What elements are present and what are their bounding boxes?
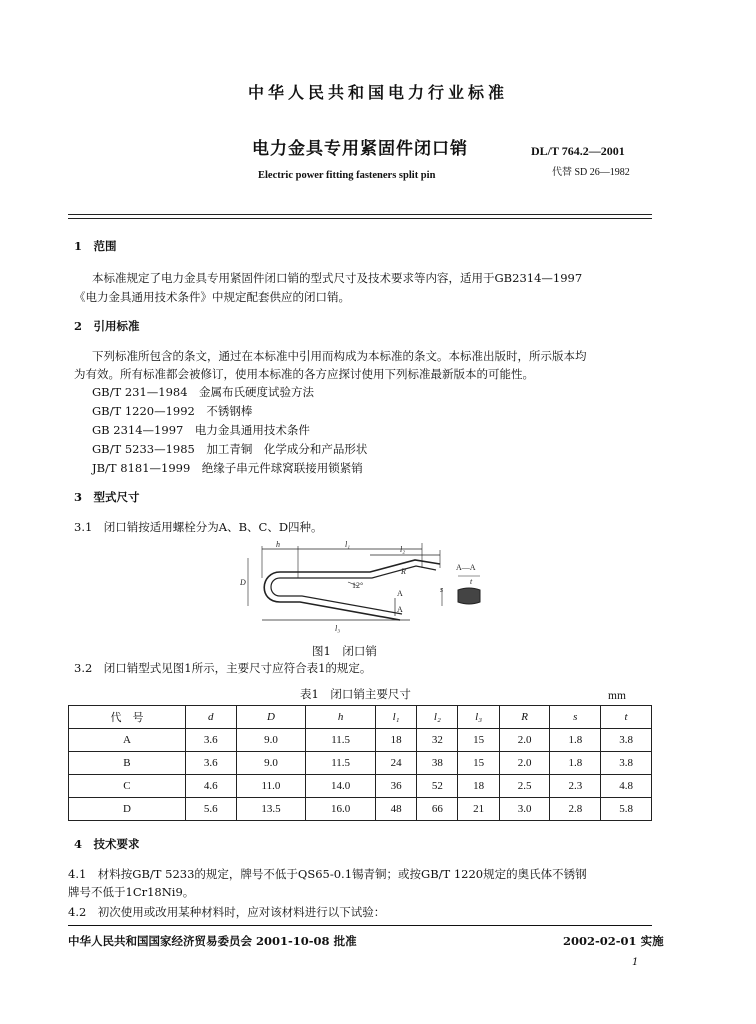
- column-header: l₃: [458, 706, 499, 729]
- table-header-row: [69, 706, 652, 729]
- table-cell: 2.5: [499, 775, 550, 798]
- reference-item: JB/T 8181—1999 绝缘子串元件球窝联接用锁紧销: [92, 461, 363, 475]
- table-cell: 13.5: [236, 798, 306, 821]
- column-header: R: [499, 706, 550, 729]
- reference-item: GB/T 1220—1992 不锈钢棒: [92, 404, 253, 418]
- page-number: 1: [632, 957, 639, 968]
- label-angle: 12°: [352, 581, 364, 590]
- label-s: s: [440, 585, 444, 594]
- label-l2: l₂: [400, 545, 406, 554]
- table-cell: 38: [417, 752, 458, 775]
- column-header: l₂: [417, 706, 458, 729]
- section-aa-detail: [436, 562, 486, 618]
- label-R: R: [401, 567, 406, 576]
- label-h: h: [276, 540, 280, 549]
- section-4-1-line-1: 4.1 材料按GB/T 5233的规定，牌号不低于QS65-0.1锡青铜；或按GB/T 1220规定的奥氏体不锈钢: [68, 867, 587, 881]
- section-2-heading: 2 引用标准: [74, 319, 140, 333]
- table-cell: 66: [417, 798, 458, 821]
- section-4-2: 4.2 初次使用或改用某种材料时，应对该材料进行以下试验：: [68, 905, 386, 919]
- table-cell: 5.6: [185, 798, 236, 821]
- table-cell: 14.0: [306, 775, 376, 798]
- table-cell: 32: [417, 729, 458, 752]
- document-title-cn: 电力金具专用紧固件闭口销: [252, 139, 468, 159]
- table-cell: 9.0: [236, 752, 306, 775]
- section-3-2: 3.2 闭口销型式见图1所示，主要尺寸应符合表1的规定。: [74, 661, 372, 675]
- section-4-heading: 4 技术要求: [74, 837, 140, 851]
- table-cell: 2.3: [550, 775, 601, 798]
- label-section-a-bottom: A: [397, 605, 403, 614]
- table-cell: 1.8: [550, 752, 601, 775]
- standard-category: 中华人民共和国电力行业标准: [247, 83, 508, 102]
- table-cell: 3.6: [185, 729, 236, 752]
- table-cell: 48: [375, 798, 416, 821]
- table-cell: 3.6: [185, 752, 236, 775]
- section-3-heading: 3 型式尺寸: [74, 490, 140, 504]
- section-profile: [458, 588, 480, 604]
- section-3-1: 3.1 闭口销按适用螺栓分为A、B、C、D四种。: [74, 520, 323, 534]
- section-4-1-line-2: 牌号不低于1Cr18Ni9。: [68, 885, 195, 899]
- standard-code: DL/T 764.2—2001: [531, 144, 625, 158]
- dimensions-table: [68, 705, 652, 821]
- label-D: D: [240, 578, 246, 587]
- table-row: [69, 752, 652, 775]
- table-cell: 24: [375, 752, 416, 775]
- table-cell: 4.6: [185, 775, 236, 798]
- row-code-cell: A: [69, 729, 186, 752]
- table-cell: 4.8: [601, 775, 652, 798]
- table-cell: 11.5: [306, 729, 376, 752]
- row-code-cell: D: [69, 798, 186, 821]
- table-cell: 15: [458, 752, 499, 775]
- reference-item: GB/T 5233—1985 加工青铜 化学成分和产品形状: [92, 442, 368, 456]
- column-header: D: [236, 706, 306, 729]
- section-2-line-1: 下列标准所包含的条文，通过在本标准中引用而构成为本标准的条文。本标准出版时，所示版本均: [92, 349, 587, 363]
- section-2-line-2: 为有效。所有标准都会被修订，使用本标准的各方应探讨使用下列标准最新版本的可能性。: [74, 367, 534, 381]
- table-row: [69, 729, 652, 752]
- table-cell: 36: [375, 775, 416, 798]
- footer-rule: [68, 925, 652, 926]
- table-unit: mm: [608, 690, 626, 702]
- table-cell: 21: [458, 798, 499, 821]
- table-cell: 5.8: [601, 798, 652, 821]
- table-cell: 2.0: [499, 729, 550, 752]
- table-cell: 18: [375, 729, 416, 752]
- document-title-en: Electric power fitting fasteners split pin: [258, 170, 436, 181]
- reference-item: GB 2314—1997 电力金具通用技术条件: [92, 423, 310, 437]
- reference-item: GB/T 231—1984 金属布氏硬度试验方法: [92, 385, 315, 399]
- table-row: [69, 775, 652, 798]
- column-header: h: [306, 706, 376, 729]
- replaces-note: 代替 SD 26—1982: [552, 167, 630, 178]
- column-header: l₁: [375, 706, 416, 729]
- table-cell: 2.8: [550, 798, 601, 821]
- table-cell: 18: [458, 775, 499, 798]
- header-rule-1: [68, 214, 652, 215]
- column-header: t: [601, 706, 652, 729]
- table-cell: 16.0: [306, 798, 376, 821]
- table-cell: 3.8: [601, 752, 652, 775]
- figure-caption: 图1 闭口销: [312, 644, 377, 658]
- table-cell: 11.5: [306, 752, 376, 775]
- table-cell: 3.0: [499, 798, 550, 821]
- column-header: s: [550, 706, 601, 729]
- section-1-line-2: 《电力金具通用技术条件》中规定配套供应的闭口销。: [74, 290, 350, 304]
- table-row: [69, 798, 652, 821]
- effective-date: 2002-02-01 实施: [563, 934, 664, 948]
- table-cell: 52: [417, 775, 458, 798]
- row-code-cell: B: [69, 752, 186, 775]
- table-cell: 3.8: [601, 729, 652, 752]
- column-header: 代 号: [69, 706, 186, 729]
- section-1-heading: 1 范围: [74, 239, 117, 253]
- label-l1: l₁: [345, 540, 351, 549]
- header-rule-2: [68, 218, 652, 219]
- approval-note: 中华人民共和国国家经济贸易委员会 2001-10-08 批准: [68, 934, 357, 948]
- table-cell: 2.0: [499, 752, 550, 775]
- table-caption: 表1 闭口销主要尺寸: [300, 687, 411, 701]
- row-code-cell: C: [69, 775, 186, 798]
- table-cell: 11.0: [236, 775, 306, 798]
- label-section-a-top: A: [397, 589, 403, 598]
- column-header: d: [185, 706, 236, 729]
- table-cell: 15: [458, 729, 499, 752]
- table-cell: 9.0: [236, 729, 306, 752]
- label-l3: l₃: [335, 624, 341, 633]
- label-section: A—A: [456, 563, 476, 572]
- label-t: t: [470, 577, 473, 586]
- section-1-line-1: 本标准规定了电力金具专用紧固件闭口销的型式尺寸及技术要求等内容，适用于GB2314—1997: [92, 271, 583, 285]
- table-cell: 1.8: [550, 729, 601, 752]
